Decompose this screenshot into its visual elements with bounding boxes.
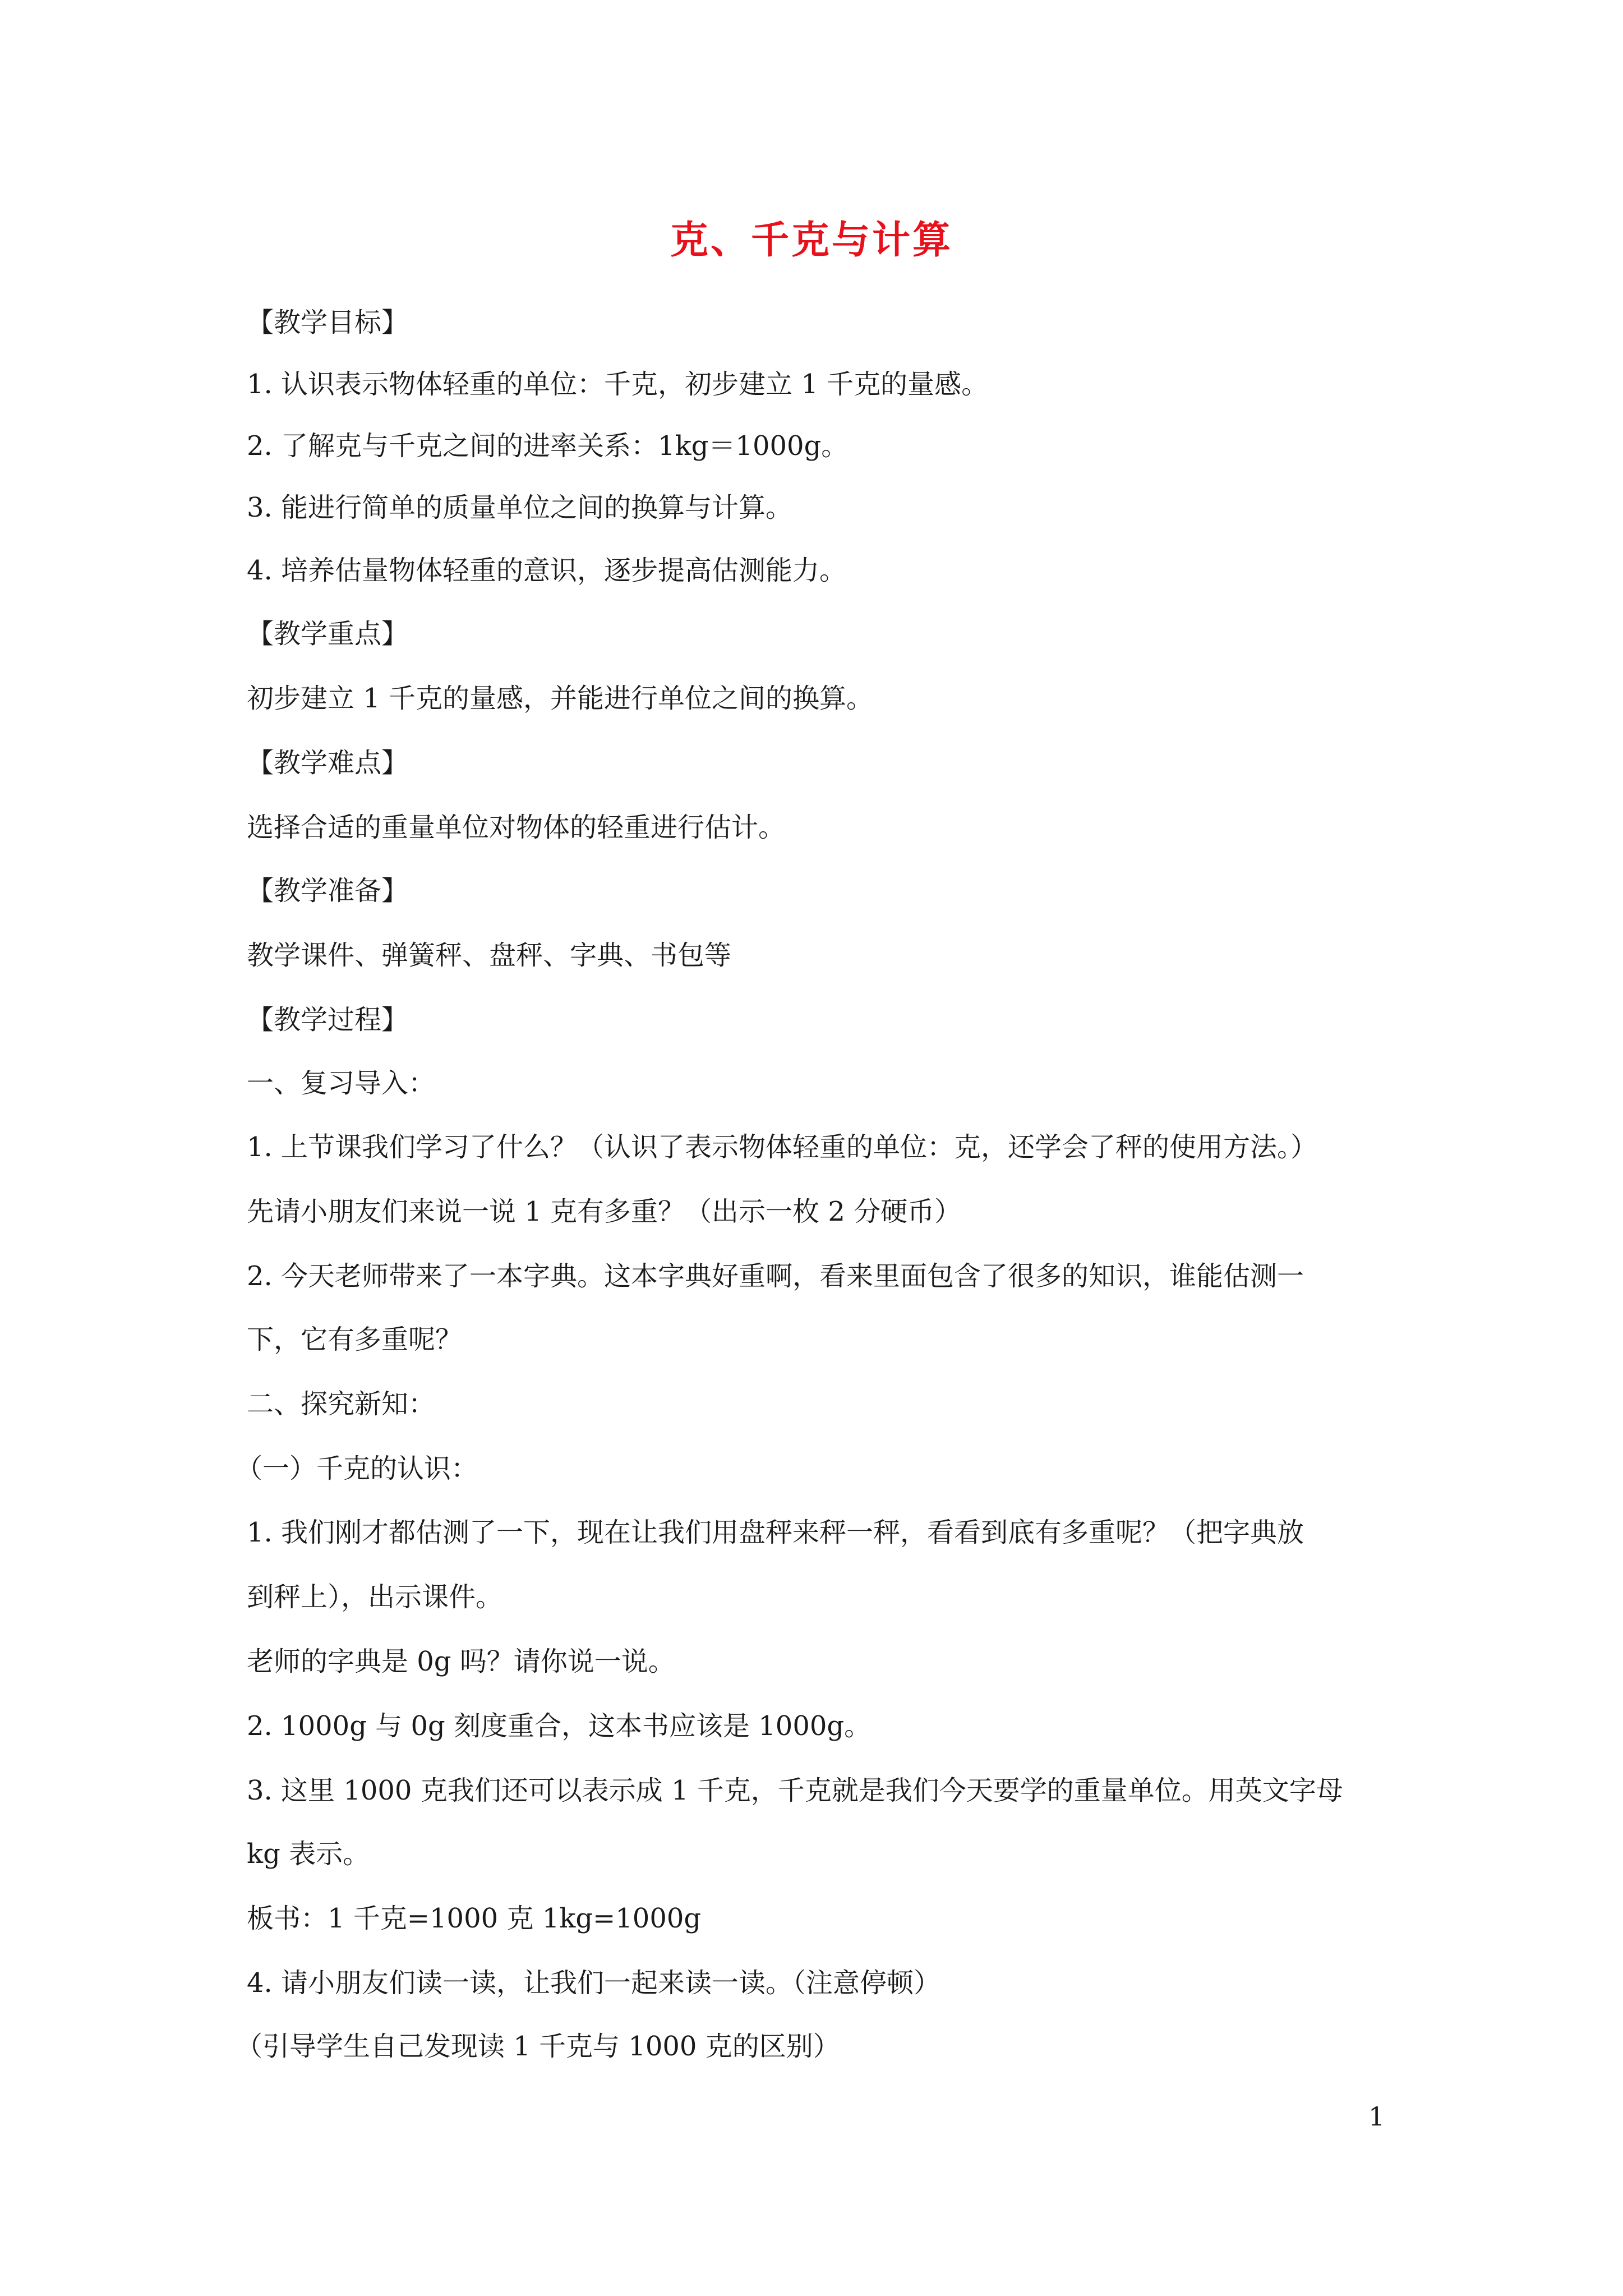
paragraph-line: 1. 认识表示物体轻重的单位：千克，初步建立 1 千克的量感。 <box>247 369 989 400</box>
document-title: 克、千克与计算 <box>670 218 953 263</box>
paragraph-line: 2. 今天老师带来了一本字典。这本字典好重啊，看来里面包含了很多的知识，谁能估测一 <box>247 1260 1304 1292</box>
section-heading-process: 【教学过程】 <box>247 1004 409 1036</box>
paragraph-line: 3. 这里 1000 克我们还可以表示成 1 千克，千克就是我们今天要学的重量单位。用英文字母 <box>247 1775 1343 1806</box>
paragraph-line: 教学课件、弹簧秤、盘秤、字典、书包等 <box>247 940 732 971</box>
paragraph-line: 2. 了解克与千克之间的进率关系：1kg＝1000g。 <box>247 430 849 462</box>
subsection-heading: 二、探究新知： <box>247 1388 436 1420</box>
paragraph-line: 4. 请小朋友们读一读，让我们一起来读一读。（注意停顿） <box>247 1967 941 1999</box>
paragraph-line: 4. 培养估量物体轻重的意识，逐步提高估测能力。 <box>247 555 847 586</box>
section-heading-difficulties: 【教学难点】 <box>247 747 409 779</box>
paragraph-line: 初步建立 1 千克的量感，并能进行单位之间的换算。 <box>247 683 874 714</box>
paragraph-line: 1. 上节课我们学习了什么？（认识了表示物体轻重的单位：克，还学会了秤的使用方法。） <box>247 1131 1318 1163</box>
paragraph-line: 先请小朋友们来说一说 1 克有多重？（出示一枚 2 分硬币） <box>247 1196 962 1227</box>
subsection-heading: （一）千克的认识： <box>236 1453 478 1484</box>
paragraph-line: 到秤上），出示课件。 <box>247 1581 503 1613</box>
section-heading-preparation: 【教学准备】 <box>247 875 409 907</box>
subsection-heading: 一、复习导入： <box>247 1068 436 1099</box>
paragraph-line: kg 表示。 <box>247 1838 370 1870</box>
paragraph-line: 老师的字典是 0g 吗？请你说一说。 <box>247 1646 675 1677</box>
paragraph-line: （引导学生自己发现读 1 千克与 1000 克的区别） <box>236 2031 840 2062</box>
paragraph-line: 下，它有多重呢？ <box>247 1324 463 1355</box>
page-number: 1 <box>1368 2101 1385 2132</box>
paragraph-line: 选择合适的重量单位对物体的轻重进行估计。 <box>247 812 786 843</box>
paragraph-line: 3. 能进行简单的质量单位之间的换算与计算。 <box>247 492 793 523</box>
paragraph-line: 板书：1 千克=1000 克 1kg=1000g <box>247 1903 702 1934</box>
paragraph-line: 1. 我们刚才都估测了一下，现在让我们用盘秤来秤一秤，看看到底有多重呢？（把字典放 <box>247 1517 1304 1548</box>
section-heading-objectives: 【教学目标】 <box>247 307 409 338</box>
paragraph-line: 2. 1000g 与 0g 刻度重合，这本书应该是 1000g。 <box>247 1710 872 1742</box>
section-heading-key-points: 【教学重点】 <box>247 618 409 650</box>
